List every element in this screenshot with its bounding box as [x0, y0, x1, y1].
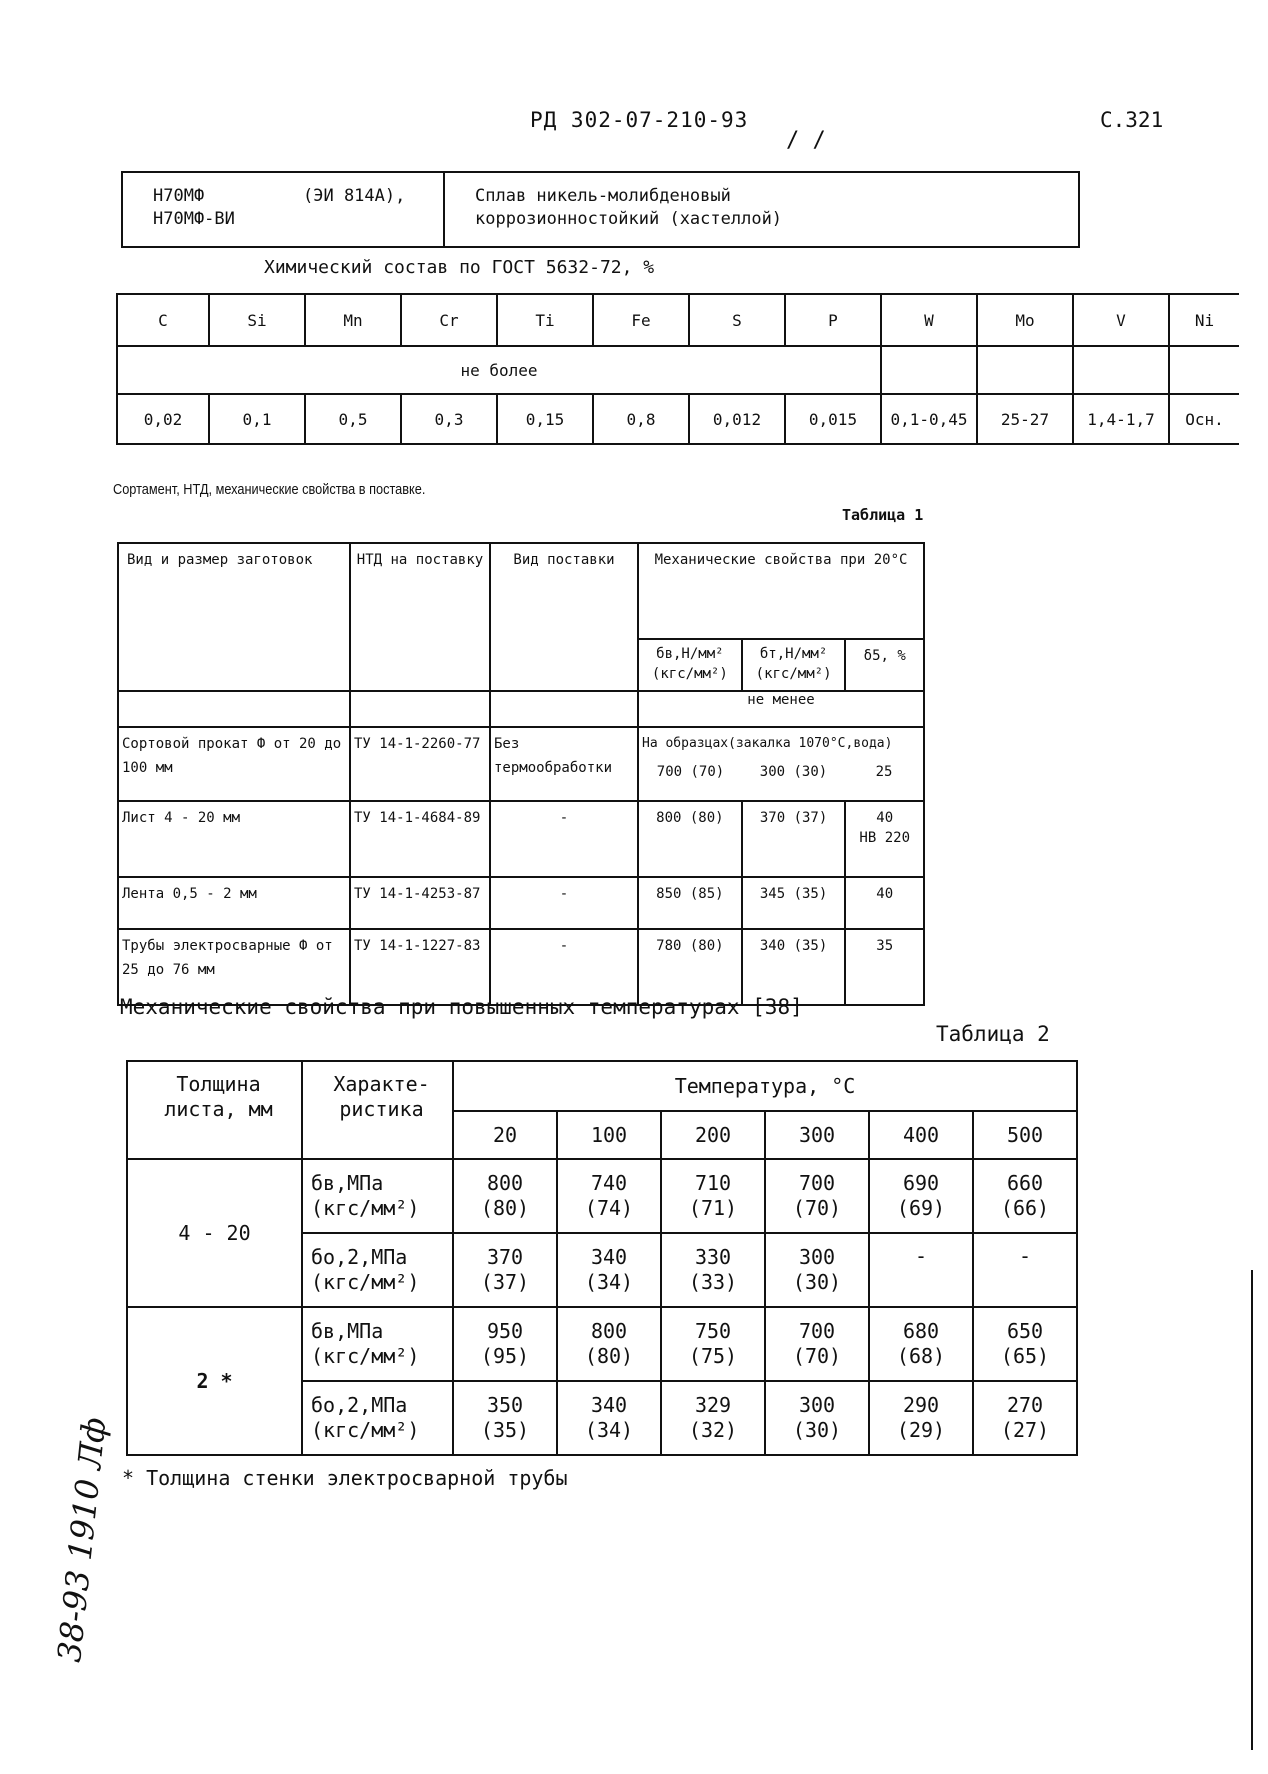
t1-supply: - — [559, 886, 569, 902]
grade-secondary: Н70МФ-ВИ — [153, 209, 235, 229]
t1-head-mech: Механические свойства при 20°С — [654, 552, 908, 568]
t2-value: 800 — [590, 1319, 628, 1343]
chem-element: W — [881, 294, 977, 346]
t1-kind: Сортовой прокат Ф от 20 до 100 мм — [122, 736, 342, 776]
pen-mark: / / — [786, 128, 826, 153]
t2-value-kgf: (74) — [584, 1196, 634, 1220]
t2-value: 680 — [902, 1319, 940, 1343]
chem-value: 0,02 — [117, 394, 209, 444]
document-code: РД 302-07-210-93 — [530, 108, 749, 132]
t1-ntd: ТУ 14-1-4253-87 — [354, 886, 481, 902]
material-description-2: коррозионностойкий (хастеллой) — [475, 209, 783, 229]
t2-char-unit: (кгс/мм²) — [311, 1344, 420, 1368]
t2-value-kgf: (80) — [480, 1196, 530, 1220]
t2-value: 340 — [590, 1393, 628, 1417]
table2-label: Таблица 2 — [936, 1022, 1050, 1046]
t2-char: бв,МПа — [311, 1319, 384, 1343]
t2-value: 340 — [590, 1245, 628, 1269]
t2-value: 300 — [798, 1245, 836, 1269]
t2-value: 300 — [798, 1393, 836, 1417]
chem-element: Mn — [305, 294, 401, 346]
t2-value-kgf: (68) — [896, 1344, 946, 1368]
t2-value: 700 — [798, 1171, 836, 1195]
chem-element: V — [1073, 294, 1169, 346]
t2-value: 800 — [486, 1171, 524, 1195]
chem-element: Si — [209, 294, 305, 346]
t2-value-kgf: (35) — [480, 1418, 530, 1442]
t2-temp: 20 — [453, 1111, 557, 1159]
chem-value: 0,8 — [593, 394, 689, 444]
t2-temp: 200 — [661, 1111, 765, 1159]
t1-supply: - — [559, 810, 569, 826]
material-box — [121, 171, 1080, 248]
chem-value: 0,1-0,45 — [881, 394, 977, 444]
chem-element: Fe — [593, 294, 689, 346]
t1-ntd: ТУ 14-1-4684-89 — [354, 810, 481, 826]
t1-ntd: ТУ 14-1-2260-77 — [354, 736, 481, 752]
chem-element: Ni — [1169, 294, 1239, 346]
t1-sb: 780 (80) — [656, 938, 724, 954]
t2-value: 650 — [1006, 1319, 1044, 1343]
page-number: С.321 — [1100, 108, 1164, 132]
t1-head-ntd: НТД на поставку — [356, 552, 484, 568]
table2-footnote: * Толщина стенки электросварной трубы — [122, 1466, 568, 1490]
t1-sb: 700 (70) — [656, 764, 725, 780]
t1-st: 340 (35) — [759, 938, 828, 954]
t2-thickness: 4 - 20 — [127, 1159, 302, 1307]
chem-limit-note: не более — [117, 346, 881, 394]
t1-st: 370 (37) — [759, 810, 828, 826]
chem-header-row — [117, 294, 1239, 346]
t2-value: 710 — [694, 1171, 732, 1195]
chem-value: 0,012 — [689, 394, 785, 444]
chem-element: Ti — [497, 294, 593, 346]
t1-d: 40 — [876, 810, 894, 826]
t1-hardness: НВ 220 — [859, 830, 910, 846]
t2-head-temp: Температура, °С — [453, 1061, 1077, 1111]
t1-head-supply: Вид поставки — [513, 552, 615, 568]
t2-temp: 300 — [765, 1111, 869, 1159]
t1-head-d: δ5, % — [863, 648, 906, 664]
t2-char-unit: (кгс/мм²) — [311, 1270, 420, 1294]
chem-value: 1,4-1,7 — [1073, 394, 1169, 444]
t2-value-kgf: (30) — [792, 1270, 842, 1294]
t2-value-kgf: (29) — [896, 1418, 946, 1442]
t2-value-kgf: (66) — [1000, 1196, 1050, 1220]
t1-d: 25 — [875, 764, 893, 780]
handwritten-margin-note: 38-93 1910 Лф — [50, 1415, 114, 1664]
material-description-1: Сплав никель-молибденовый — [475, 186, 731, 206]
t2-value-kgf: (37) — [480, 1270, 530, 1294]
chem-value: 0,15 — [497, 394, 593, 444]
table-row — [118, 801, 924, 877]
table1 — [117, 542, 925, 1006]
t2-char: бо,2,МПа — [311, 1245, 408, 1269]
t1-supply: - — [559, 938, 569, 954]
t2-value-kgf: (71) — [688, 1196, 738, 1220]
grade-alt: (ЭИ 814А), — [303, 186, 406, 206]
t2-char: бо,2,МПа — [311, 1393, 408, 1417]
t2-value: 370 — [486, 1245, 524, 1269]
t2-temp: 400 — [869, 1111, 973, 1159]
t1-head-st: бт,Н/мм² (кгс/мм²) — [755, 646, 832, 682]
chem-element: P — [785, 294, 881, 346]
chem-value: Осн. — [1169, 394, 1239, 444]
t2-value-kgf: (70) — [792, 1344, 842, 1368]
t2-char: бв,МПа — [311, 1171, 384, 1195]
table-row — [127, 1159, 1077, 1233]
t1-kind: Трубы электросварные Ф от 25 до 76 мм — [122, 938, 333, 978]
table-row — [118, 929, 924, 1005]
t1-kind: Лист 4 - 20 мм — [122, 810, 241, 826]
t1-head-kind: Вид и размер заготовок — [127, 552, 313, 568]
t2-value-kgf: (34) — [584, 1418, 634, 1442]
t2-value: 660 — [1006, 1171, 1044, 1195]
chem-element: Cr — [401, 294, 497, 346]
t1-sb: 800 (80) — [656, 810, 724, 826]
chem-element: S — [689, 294, 785, 346]
t2-value: 690 — [902, 1171, 940, 1195]
scan-edge-line — [1251, 1270, 1253, 1750]
t2-value: 700 — [798, 1319, 836, 1343]
t1-st: 345 (35) — [759, 886, 828, 902]
t2-value-kgf: (70) — [792, 1196, 842, 1220]
t1-supply: Без термообработки — [494, 736, 613, 776]
t2-value: 330 — [694, 1245, 732, 1269]
t2-value-kgf: (30) — [792, 1418, 842, 1442]
t2-value-kgf: (95) — [480, 1344, 530, 1368]
t2-value: - — [1018, 1244, 1032, 1268]
table2 — [126, 1060, 1078, 1456]
t1-d: 40 — [876, 886, 894, 902]
t2-value: 750 — [694, 1319, 732, 1343]
table1-min-row — [118, 691, 924, 727]
chem-value: 0,3 — [401, 394, 497, 444]
chem-value: 25-27 — [977, 394, 1073, 444]
table2-title: Механические свойства при повышенных температурах [38] — [120, 995, 803, 1019]
t2-temp: 500 — [973, 1111, 1077, 1159]
t2-head-thick: Толщина листа, мм — [127, 1061, 302, 1159]
t1-kind: Лента 0,5 - 2 мм — [122, 886, 257, 902]
t2-char-unit: (кгс/мм²) — [311, 1196, 420, 1220]
chem-element: Mo — [977, 294, 1073, 346]
table-row — [127, 1307, 1077, 1381]
chem-table — [116, 293, 1239, 445]
t2-head-char: Характе- ристика — [302, 1061, 453, 1159]
t2-value-kgf: (33) — [688, 1270, 738, 1294]
t1-ntd: ТУ 14-1-1227-83 — [354, 938, 481, 954]
t2-value-kgf: (75) — [688, 1344, 738, 1368]
t2-char-unit: (кгс/мм²) — [311, 1418, 420, 1442]
t2-value: 350 — [486, 1393, 524, 1417]
table-row — [118, 727, 924, 801]
t2-value: - — [914, 1244, 928, 1268]
t2-value-kgf: (27) — [1000, 1418, 1050, 1442]
t2-value-kgf: (34) — [584, 1270, 634, 1294]
chem-value: 0,015 — [785, 394, 881, 444]
sortament-title: Сортамент, НТД, механические свойства в поставке. — [113, 481, 426, 498]
chem-value: 0,1 — [209, 394, 305, 444]
t2-temp: 100 — [557, 1111, 661, 1159]
t2-value-kgf: (65) — [1000, 1344, 1050, 1368]
chem-values-row — [117, 394, 1239, 444]
t1-head-sb: бв,Н/мм² (кгс/мм²) — [651, 646, 728, 682]
t1-d: 35 — [876, 938, 894, 954]
chem-title: Химический состав по ГОСТ 5632-72, % — [264, 257, 655, 278]
table1-label: Таблица 1 — [842, 506, 924, 524]
t2-value: 740 — [590, 1171, 628, 1195]
grade-primary: Н70МФ — [153, 186, 205, 206]
t1-st: 300 (30) — [759, 764, 828, 780]
t2-thickness: 2 * — [127, 1307, 302, 1455]
t2-value-kgf: (80) — [584, 1344, 634, 1368]
t2-value-kgf: (32) — [688, 1418, 738, 1442]
t1-sb: 850 (85) — [656, 886, 724, 902]
chem-value: 0,5 — [305, 394, 401, 444]
t2-value: 329 — [694, 1393, 732, 1417]
t2-value: 290 — [902, 1393, 940, 1417]
chem-element: C — [117, 294, 209, 346]
t2-value: 270 — [1006, 1393, 1044, 1417]
t1-head-min: не менее — [747, 692, 815, 708]
t2-value-kgf: (69) — [896, 1196, 946, 1220]
table1-header-row — [118, 543, 924, 639]
table2-header-row — [127, 1061, 1077, 1111]
t2-value: 950 — [486, 1319, 524, 1343]
t1-note: На образцах(закалка 1070°С,вода) — [642, 736, 893, 751]
material-divider — [443, 173, 445, 246]
table-row — [118, 877, 924, 929]
chem-note-row — [117, 346, 1239, 394]
